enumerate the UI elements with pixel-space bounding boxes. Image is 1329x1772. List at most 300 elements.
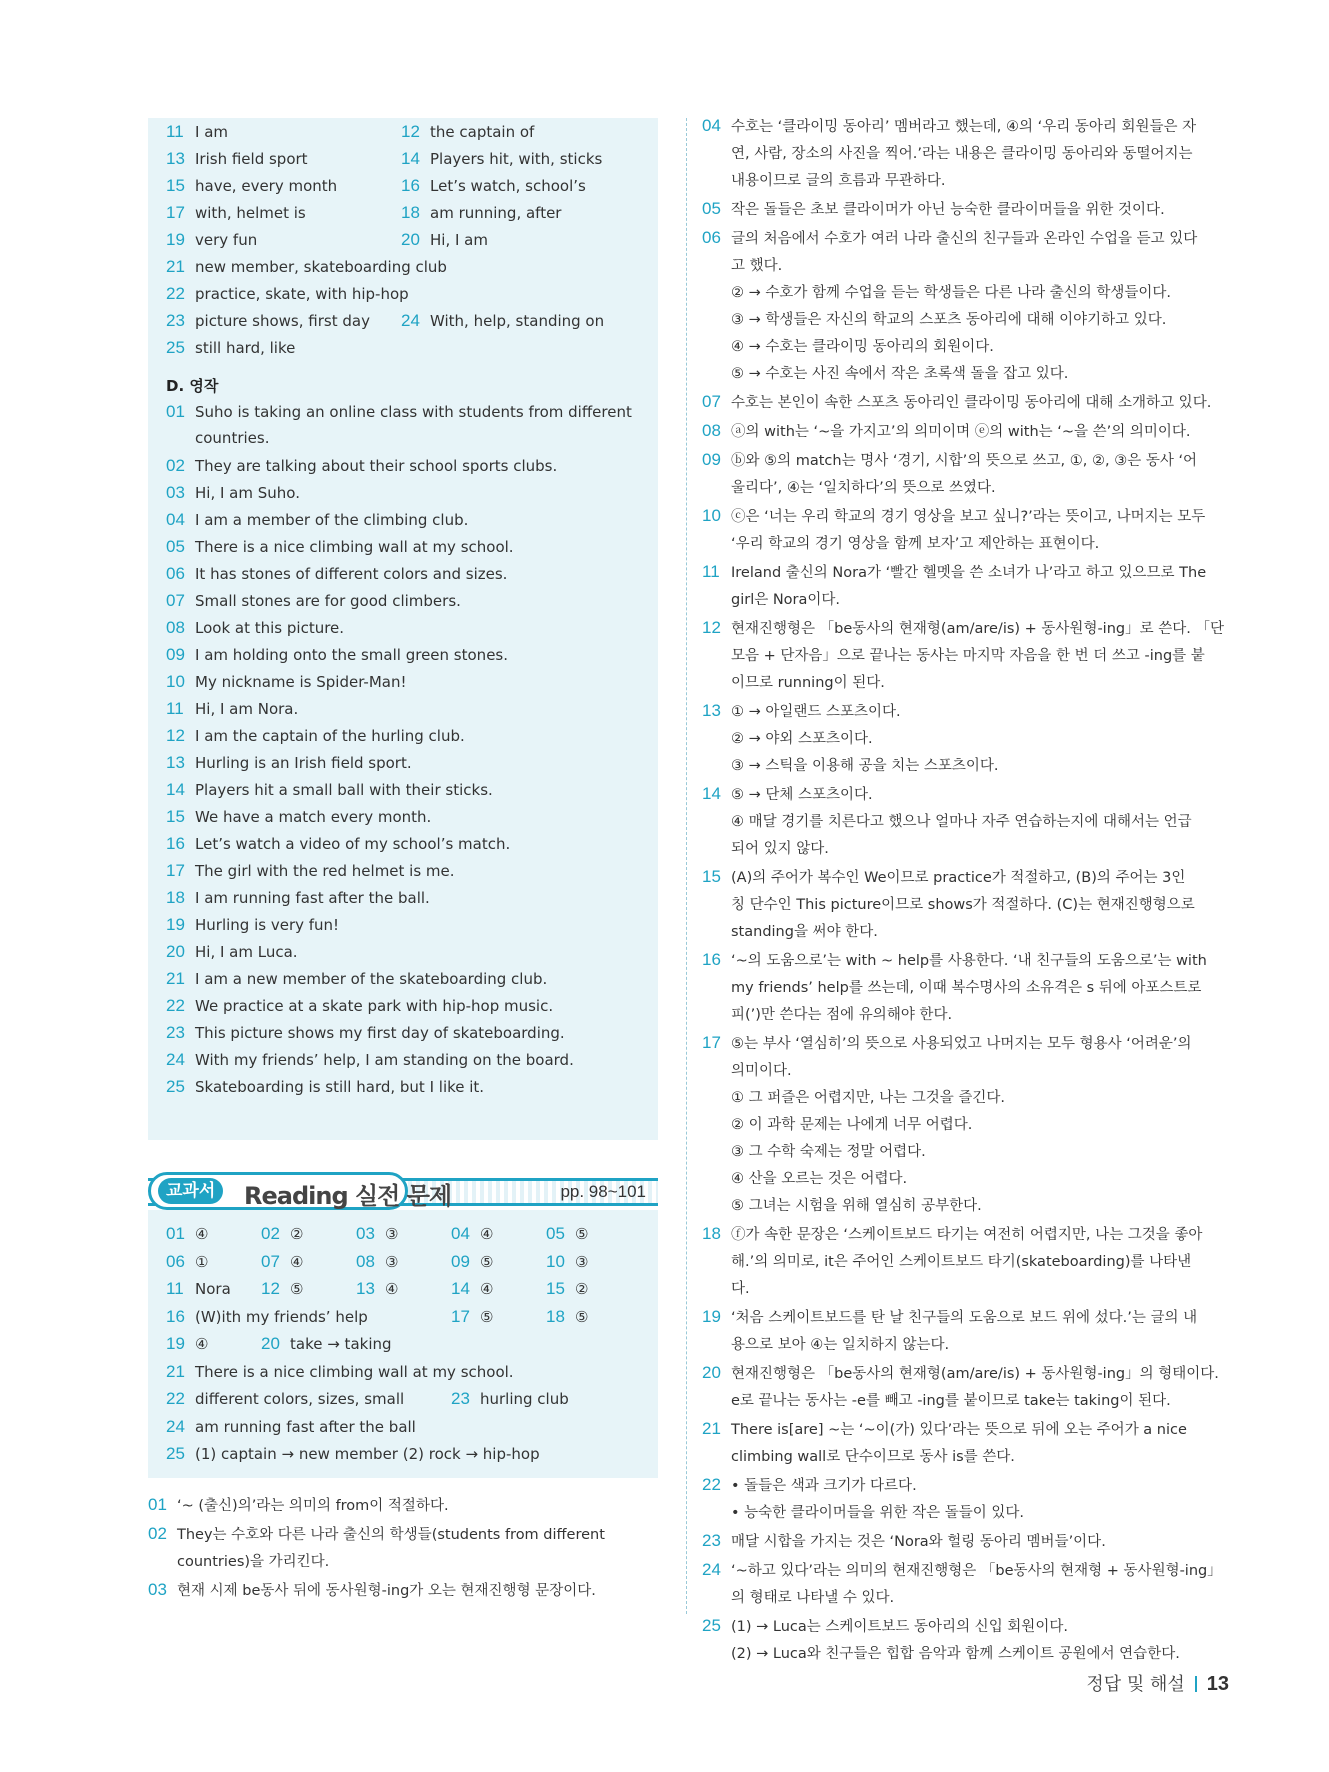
explanation-text: standing을 써야 한다. [731,924,878,940]
item-number: 08 [356,1251,375,1271]
sentence-item [166,722,465,749]
item-number: 12 [702,618,721,637]
sentence-item [166,587,461,614]
explanation-text: (A)의 주어가 복수인 We이므로 practice가 적절하고, (B)의 주어는 3인 [731,870,1186,886]
item-number: 04 [451,1224,470,1243]
item-text: ④ [195,1335,209,1353]
explanation-line [702,361,1242,388]
item-text: new member, skateboarding club [195,258,447,276]
explanation-text: ④ 산을 오르는 것은 어렵다. [731,1171,908,1187]
explanation-text: ⓐ의 with는 ‘~을 가지고’의 의미이며 ⓔ의 with는 ‘~을 쓴’의 의미이다. [731,424,1191,440]
item-number: 25 [166,338,185,357]
explanation-text: ② → 야외 스포츠이다. [731,731,873,747]
explanation-text: 의 형태로 나타낼 수 있다. [731,1590,895,1606]
sentence-item [166,803,431,830]
item-number: 02 [261,1224,280,1243]
item-number: 07 [261,1251,280,1271]
explanation-line [702,1388,1242,1415]
item-text: Let’s watch, school’s [430,177,586,195]
sentence-item [166,776,493,803]
item-text: am running fast after the ball [195,1417,416,1436]
item-text: This picture shows my first day of skateboarding. [195,1024,565,1042]
item-number: 19 [166,1334,185,1353]
item-text: Hurling is very fun! [195,916,340,934]
explanation-line [702,946,1242,975]
explanation-text: 수호는 ‘클라이밍 동아리’ 멤버라고 했는데, ④의 ‘우리 동아리 회원들은 자 [731,119,1197,135]
explanation-line [702,697,1242,726]
explanation-text: ⓕ가 속한 문장은 ‘스케이트보드 타기는 여전히 어렵지만, 나는 그것을 좋아 [731,1227,1203,1243]
item-text: They are talking about their school sports clubs. [195,457,558,475]
item-number: 14 [451,1279,470,1298]
item-number: 14 [702,784,721,803]
item-number: 14 [166,780,185,799]
item-number: 23 [166,311,185,330]
page-number: 13 [1206,1673,1229,1695]
explanation-text: ④ 매달 경기를 치른다고 했으나 얼마나 자주 연습하는지에 대해서는 언급 [731,814,1192,830]
sentence-item [166,857,455,884]
answer-item [546,1275,588,1302]
explanation-line [702,1002,1242,1029]
sentence-item [166,398,632,425]
item-number: 09 [702,450,721,469]
explanation-text: 되어 있지 않다. [731,841,829,857]
item-text: We have a match every month. [195,808,432,826]
explanation-line [148,1520,658,1549]
explanation-line [702,475,1242,502]
item-text: My nickname is Spider-Man! [195,673,407,691]
item-text: Irish field sport [195,150,308,168]
answer-item [546,1220,588,1247]
explanation-line [702,1612,1242,1641]
explanation-line [702,1193,1242,1220]
explanation-line [702,307,1242,334]
explanation-text: ① 그 퍼즐은 어렵지만, 나는 그것을 즐긴다. [731,1090,1005,1106]
explanation-text: 칭 단수인 This picture이므로 shows가 적절하다. (C)는 현재진행형으로 [731,897,1195,913]
item-text: Hi, I am Nora. [195,700,299,718]
item-number: 17 [166,203,185,222]
item-number: 19 [702,1307,721,1326]
explanation-line [702,446,1242,475]
item-text: (1) captain → new member (2) rock → hip-hop [195,1445,540,1463]
answer-item [166,1248,208,1275]
answer-item [451,1385,569,1412]
item-text: ⑤ [290,1280,304,1298]
sentence-item [166,560,507,587]
explanation-text: ‘~의 도움으로’는 with ~ help를 사용한다. ‘내 친구들의 도움으로’는 with [731,953,1207,969]
item-number: 13 [166,149,185,168]
item-number: 09 [451,1251,470,1271]
explanation-line [702,195,1242,224]
explanation-text: ‘우리 학교의 경기 영상을 함께 보자’고 제안하는 표현이다. [731,536,1100,552]
explanation-text: 작은 돌들은 초보 클라이머가 아닌 능숙한 클라이머들을 위한 것이다. [731,202,1165,218]
item-number: 23 [166,1023,185,1042]
item-number: 21 [166,969,185,988]
answer-item [451,1220,493,1247]
answer-item [401,145,602,172]
item-number: 22 [702,1475,721,1494]
item-number: 22 [166,284,185,303]
sentence-item [166,992,553,1019]
explanation-line [702,1220,1242,1249]
item-text: Nora [195,1280,231,1298]
sentence-continuation: countries. [195,429,270,447]
item-number: 20 [702,1363,721,1382]
item-number: 01 [166,1224,185,1243]
explanation-line [702,643,1242,670]
explanation-text: 수호는 본인이 속한 스포츠 동아리인 클라이밍 동아리에 대해 소개하고 있다. [731,395,1212,411]
explanation-line [702,1527,1242,1556]
page-range: pp. 98~101 [560,1182,646,1201]
answer-item [166,253,447,280]
item-number: 13 [356,1279,375,1298]
item-text: I am the captain of the hurling club. [195,727,465,745]
answer-item [356,1220,398,1247]
sentence-item [166,479,300,506]
item-number: 07 [166,591,185,610]
explanation-line [702,726,1242,753]
answer-item [451,1275,493,1302]
sentence-item [166,1046,574,1073]
answer-item [166,1330,208,1357]
answer-item [451,1303,493,1330]
explanation-line [702,531,1242,558]
item-text: ① [195,1252,209,1271]
explanation-text: 현재진행형은 「be동사의 현재형(am/are/is) + 동사원형-ing」의 형태이다. [731,1366,1219,1382]
item-text: ② [290,1225,304,1243]
item-text: Small stones are for good climbers. [195,592,461,610]
explanation-line [702,1029,1242,1058]
item-text: Look at this picture. [195,619,345,637]
item-number: 24 [166,1050,185,1069]
item-number: 05 [166,537,185,556]
item-number: 16 [166,1306,185,1326]
item-number: 17 [166,861,185,880]
item-number: 23 [451,1389,470,1408]
explanation-text: ② → 수호가 함께 수업을 듣는 학생들은 다른 나라 출신의 학생들이다. [731,285,1172,301]
item-text: ⑤ [480,1307,494,1326]
item-number: 14 [401,149,420,168]
explanation-line [702,1585,1242,1612]
item-text: ④ [290,1252,304,1271]
column-divider [686,118,687,1614]
item-number: 19 [166,915,185,934]
answer-item [166,1275,231,1302]
explanation-line [702,388,1242,417]
item-number: 18 [401,203,420,222]
answer-item [166,118,228,145]
item-number: 13 [702,701,721,720]
answer-item [166,334,295,361]
item-number: 25 [702,1616,721,1635]
item-number: 19 [166,230,185,249]
answer-item [401,199,561,226]
answer-item [401,172,586,199]
sentence-item [166,884,430,911]
item-number: 15 [166,176,185,195]
explanation-text: 글의 처음에서 수호가 여러 나라 출신의 친구들과 온라인 수업을 듣고 있다 [731,231,1198,247]
item-number: 20 [166,942,185,961]
item-text: ② [575,1280,589,1298]
item-text: There is a nice climbing wall at my school. [195,538,514,556]
item-number: 22 [166,1389,185,1408]
explanation-line [702,919,1242,946]
answer-item [401,118,534,145]
answer-item [356,1248,398,1275]
answer-item [546,1303,588,1330]
item-text: practice, skate, with hip-hop [195,285,409,303]
reading-section-header [148,1170,658,1210]
explanation-text: ④ → 수호는 클라이밍 동아리의 회원이다. [731,339,994,355]
answer-item [261,1248,303,1275]
item-text: We practice at a skate park with hip-hop music. [195,997,554,1015]
item-text: the captain of [430,123,535,141]
answer-item [356,1275,398,1302]
item-text: very fun [195,231,258,249]
explanation-text: 다. [731,1281,750,1297]
item-number: 16 [166,834,185,853]
item-text: Hi, I am [430,231,488,249]
explanation-text: ③ 그 수학 숙제는 정말 어렵다. [731,1144,926,1160]
explanation-line [702,168,1242,195]
item-number: 11 [166,122,184,141]
item-number: 07 [702,392,721,411]
explanation-text: ‘처음 스케이트보드를 탄 날 친구들의 도움으로 보드 위에 섰다.’는 글의 내 [731,1310,1198,1326]
item-number: 08 [702,421,721,440]
explanation-line [702,1332,1242,1359]
item-number: 18 [702,1224,721,1243]
answer-item [261,1275,303,1302]
sentence-item [166,911,339,938]
item-text: (W)ith my friends’ help [195,1307,368,1326]
answer-item [166,1413,416,1440]
explanation-line [702,1471,1242,1500]
explanation-text: (2) → Luca와 친구들은 힙합 음악과 함께 스케이트 공원에서 연습한다. [731,1646,1180,1662]
item-number: 05 [546,1224,565,1243]
item-number: 18 [546,1306,565,1326]
footer-label: 정답 및 해설 [1086,1674,1185,1695]
sentence-item [166,1073,484,1100]
item-number: 11 [166,1279,184,1298]
item-text: ③ [385,1225,399,1243]
answer-item [401,307,604,334]
item-text: ⑤ [575,1307,589,1326]
explanation-text: 내용이므로 글의 흐름과 무관하다. [731,173,946,189]
explanation-line [702,1303,1242,1332]
explanation-line [702,836,1242,863]
item-number: 11 [702,562,720,581]
item-number: 02 [166,456,185,475]
item-text: still hard, like [195,339,296,357]
answer-item [166,199,306,226]
item-number: 13 [166,753,185,772]
textbook-tag: 교과서 [158,1178,223,1204]
item-number: 02 [148,1524,167,1543]
item-text: ④ [480,1280,494,1298]
explanation-line [702,112,1242,141]
explanation-line [702,417,1242,446]
explanation-text: ③ → 학생들은 자신의 학교의 스포츠 동아리에 대해 이야기하고 있다. [731,312,1167,328]
item-text: The girl with the red helmet is me. [195,862,455,880]
item-text: I am a new member of the skateboarding club. [195,970,548,988]
answer-item [261,1330,392,1357]
item-text: I am holding onto the small green stones. [195,646,509,664]
answer-item [261,1220,303,1247]
explanation-line [702,280,1242,307]
sentence-item [166,533,514,560]
explanation-line [702,670,1242,697]
item-number: 12 [166,726,185,745]
item-text: ⑤ [480,1252,494,1271]
explanation-line [702,1276,1242,1303]
page-footer [1086,1670,1229,1696]
item-number: 08 [166,618,185,637]
sentence-item [166,1019,565,1046]
item-text: I am a member of the climbing club. [195,511,469,529]
explanation-text: ⓒ은 ‘너는 우리 학교의 경기 영상을 보고 싶니?’라는 뜻이고, 나머지는 모두 [731,509,1206,525]
item-number: 16 [702,950,721,969]
explanation-line [702,334,1242,361]
explanation-line [702,614,1242,643]
item-text: ⑤ [575,1225,589,1243]
item-text: ③ [575,1252,589,1271]
item-text: have, every month [195,177,338,195]
sentence-item [166,641,508,668]
answer-box-top [148,118,658,1140]
item-number: 06 [166,1251,185,1271]
explanation-text: climbing wall로 단수이므로 동사 is를 쓴다. [731,1449,1015,1465]
section-title: D. 영작 [166,377,219,395]
explanation-text: ⑤ → 단체 스포츠이다. [731,787,873,803]
item-number: 23 [702,1531,721,1550]
item-text: Skateboarding is still hard, but I like it. [195,1078,485,1096]
item-number: 15 [546,1279,565,1298]
item-text: Hi, I am Suho. [195,484,300,502]
item-number: 10 [166,672,185,691]
item-number: 21 [166,1361,185,1381]
item-number: 01 [166,402,185,421]
item-text: Let’s watch a video of my school’s match. [195,835,511,853]
sentence-item [166,506,468,533]
explanation-text: ① → 아일랜드 스포츠이다. [731,704,901,720]
explanation-line [702,558,1242,587]
footer-separator [1195,1676,1197,1692]
explanation-line [148,1491,658,1520]
explanation-text: 용으로 보아 ④는 일치하지 않는다. [731,1337,950,1353]
item-number: 24 [166,1416,185,1436]
sentence-item [166,668,407,695]
explanation-line [702,809,1242,836]
item-text: Hi, I am Luca. [195,943,298,961]
explanation-line [702,1249,1242,1276]
sentence-item [166,830,510,857]
explanation-line [702,1085,1242,1112]
item-number: 25 [166,1077,185,1096]
item-number: 21 [166,257,185,276]
answer-item [166,280,409,307]
sentence-item [166,938,298,965]
answer-item [166,1220,208,1247]
explanation-text: ⑤ → 수호는 사진 속에서 작은 초록색 돌을 잡고 있다. [731,366,1069,382]
explanation-text: ⑤ 그녀는 시험을 위해 열심히 공부한다. [731,1198,982,1214]
item-text: With, help, standing on [430,312,605,330]
explanation-text: 의미이다. [731,1063,792,1079]
explanation-text: 울리다’, ④는 ‘일치하다’의 뜻으로 쓰였다. [731,480,996,496]
sentence-item [166,452,557,479]
explanation-text: 모음 + 단자음」으로 끝나는 동사는 마지막 자음을 한 번 더 쓰고 -ing를 붙 [731,648,1205,664]
explanation-line [702,780,1242,809]
explanation-line [702,224,1242,253]
explanation-text: • 돌들은 색과 크기가 다르다. [731,1478,917,1494]
item-number: 17 [702,1033,721,1052]
explanation-line [702,253,1242,280]
explanation-line [702,753,1242,780]
explanation-text: ‘~하고 있다’라는 의미의 현재진행형은 「be동사의 현재형 + 동사원형-ing」 [731,1563,1222,1579]
explanation-text: my friends’ help를 쓰는데, 이때 복수명사의 소유격은 s 뒤에 아포스트로 [731,980,1202,996]
sentence-item [166,965,547,992]
item-number: 24 [702,1560,721,1579]
explanation-line [702,1641,1242,1668]
answer-item [401,226,488,253]
item-text: take → taking [290,1335,392,1353]
explanation-line [702,1415,1242,1444]
answer-item [166,1303,368,1330]
explanation-line [702,1556,1242,1585]
item-number: 06 [166,564,185,583]
explanation-text: 해.’의 의미로, it은 주어인 스케이트보드 타기(skateboarding)를 나타낸 [731,1254,1192,1270]
answer-item [546,1248,588,1275]
explanation-text: 고 했다. [731,258,783,274]
item-number: 03 [166,483,185,502]
explanation-text: ② 이 과학 문제는 나에게 너무 어렵다. [731,1117,973,1133]
item-number: 20 [401,230,420,249]
item-text: with, helmet is [195,204,306,222]
explanation-text: 이므로 running이 된다. [731,675,885,691]
answer-item [166,226,257,253]
answer-item [451,1248,493,1275]
item-number: 15 [702,867,721,886]
reading-title: Reading 실전 문제 [244,1182,452,1210]
explanation-text: 현재진행형은 「be동사의 현재형(am/are/is) + 동사원형-ing」로 쓴다. 「단 [731,621,1224,637]
item-number: 04 [702,116,721,135]
explanation-text: There is[are] ~는 ‘~이(가) 있다’라는 뜻으로 뒤에 오는 주어가 a nice [731,1422,1187,1438]
item-number: 17 [451,1306,470,1326]
explanation-text: ⓑ와 ⑤의 match는 명사 ‘경기, 시합’의 뜻으로 쓰고, ①, ②, ③은 동사 ‘어 [731,453,1198,469]
item-text: am running, after [430,204,562,222]
item-number: 12 [261,1279,280,1298]
explanation-line [702,1166,1242,1193]
item-number: 09 [166,645,185,664]
sentence-item [166,749,412,776]
answer-item [166,1440,540,1467]
item-text: different colors, sizes, small [195,1390,405,1408]
item-number: 03 [148,1580,167,1599]
item-text: Hurling is an Irish field sport. [195,754,412,772]
item-number: 10 [702,506,721,525]
item-text: It has stones of different colors and sizes. [195,565,508,583]
item-number: 25 [166,1444,185,1463]
item-text: ④ [195,1225,209,1243]
item-number: 04 [166,510,185,529]
explanation-line [148,1549,658,1576]
item-number: 24 [401,311,420,330]
answer-item [166,1358,514,1385]
explanation-text: ‘~ (출신)의’라는 의미의 from이 적절하다. [177,1498,449,1514]
item-number: 20 [261,1334,280,1353]
item-number: 10 [546,1251,565,1271]
item-number: 12 [401,122,420,141]
item-number: 05 [702,199,721,218]
explanation-line [702,1058,1242,1085]
